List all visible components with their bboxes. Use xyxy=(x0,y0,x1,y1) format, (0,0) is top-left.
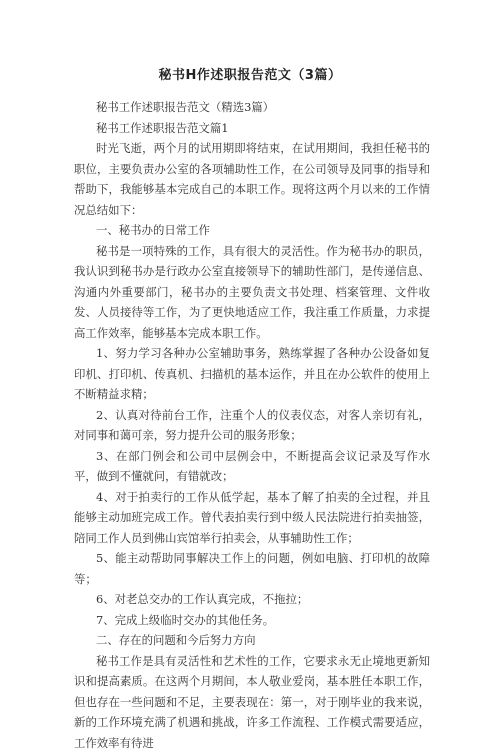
document-title: 秘书H作述职报告范文（3篇） xyxy=(0,64,500,83)
section-heading: 一、秘书办的日常工作 xyxy=(74,220,430,241)
paragraph: 秘书工作是具有灵活性和艺术性的工作，它要求永无止境地更新知识和提高素质。在这两个月期间，本人敬业爱岗，基本胜任本职工作，但也存在一些问题和不足，主要表现在：第一，对于刚毕业的我来说，新的工作环境充满了机遇和挑战，许多工作流程、工作模式需要适应，工作效率有待进 xyxy=(74,651,430,753)
section-heading: 二、存在的问题和今后努力方向 xyxy=(74,630,430,651)
list-item: 6、对老总交办的工作认真完成，不拖拉； xyxy=(74,589,430,610)
list-item: 2、认真对待前台工作，注重个人的仪表仪态，对客人亲切有礼，对同事和蔼可亲，努力提升公司的服务形象； xyxy=(74,405,430,446)
list-item: 1、努力学习各种办公室辅助事务，熟练掌握了各种办公设备如复印机、打印机、传真机、扫描机的基本运作，并且在办公软件的使用上不断精益求精； xyxy=(74,343,430,405)
list-item: 5、能主动帮助同事解决工作上的问题，例如电脑、打印机的故障等； xyxy=(74,548,430,589)
list-item: 7、完成上级临时交办的其他任务。 xyxy=(74,610,430,631)
list-item: 3、在部门例会和公司中层例会中，不断提高会议记录及写作水平，做到不懂就问，有错就改； xyxy=(74,446,430,487)
paragraph: 秘书是一项特殊的工作，具有很大的灵活性。作为秘书办的职员，我认识到秘书办是行政办公室直接领导下的辅助性部门，是传递信息、沟通内外重要部门，秘书办的主要负责文书处理、档案管理、文件收发、人员接待等工作，为了更快地适应工作，我注重工作质量，力求提高工作效率，能够基本完成本职工作。 xyxy=(74,241,430,344)
paragraph: 时光飞逝，两个月的试用期即将结束，在试用期间，我担任秘书的职位，主要负责办公室的各项辅助性工作，在公司领导及同事的指导和帮助下，我能够基本完成自己的本职工作。现将这两个月以来的工作情况总结如下： xyxy=(74,138,430,220)
paragraph: 秘书工作述职报告范文（精选3篇） xyxy=(74,97,430,118)
list-item: 4、对于拍卖行的工作从低学起，基本了解了拍卖的全过程，并且能够主动加班完成工作。曾代表拍卖行到中级人民法院进行拍卖抽签，陪同工作人员到佛山宾馆举行拍卖会，从事辅助性工作； xyxy=(74,487,430,549)
document-body xyxy=(74,97,430,753)
paragraph: 秘书工作述职报告范文篇1 xyxy=(74,118,430,139)
